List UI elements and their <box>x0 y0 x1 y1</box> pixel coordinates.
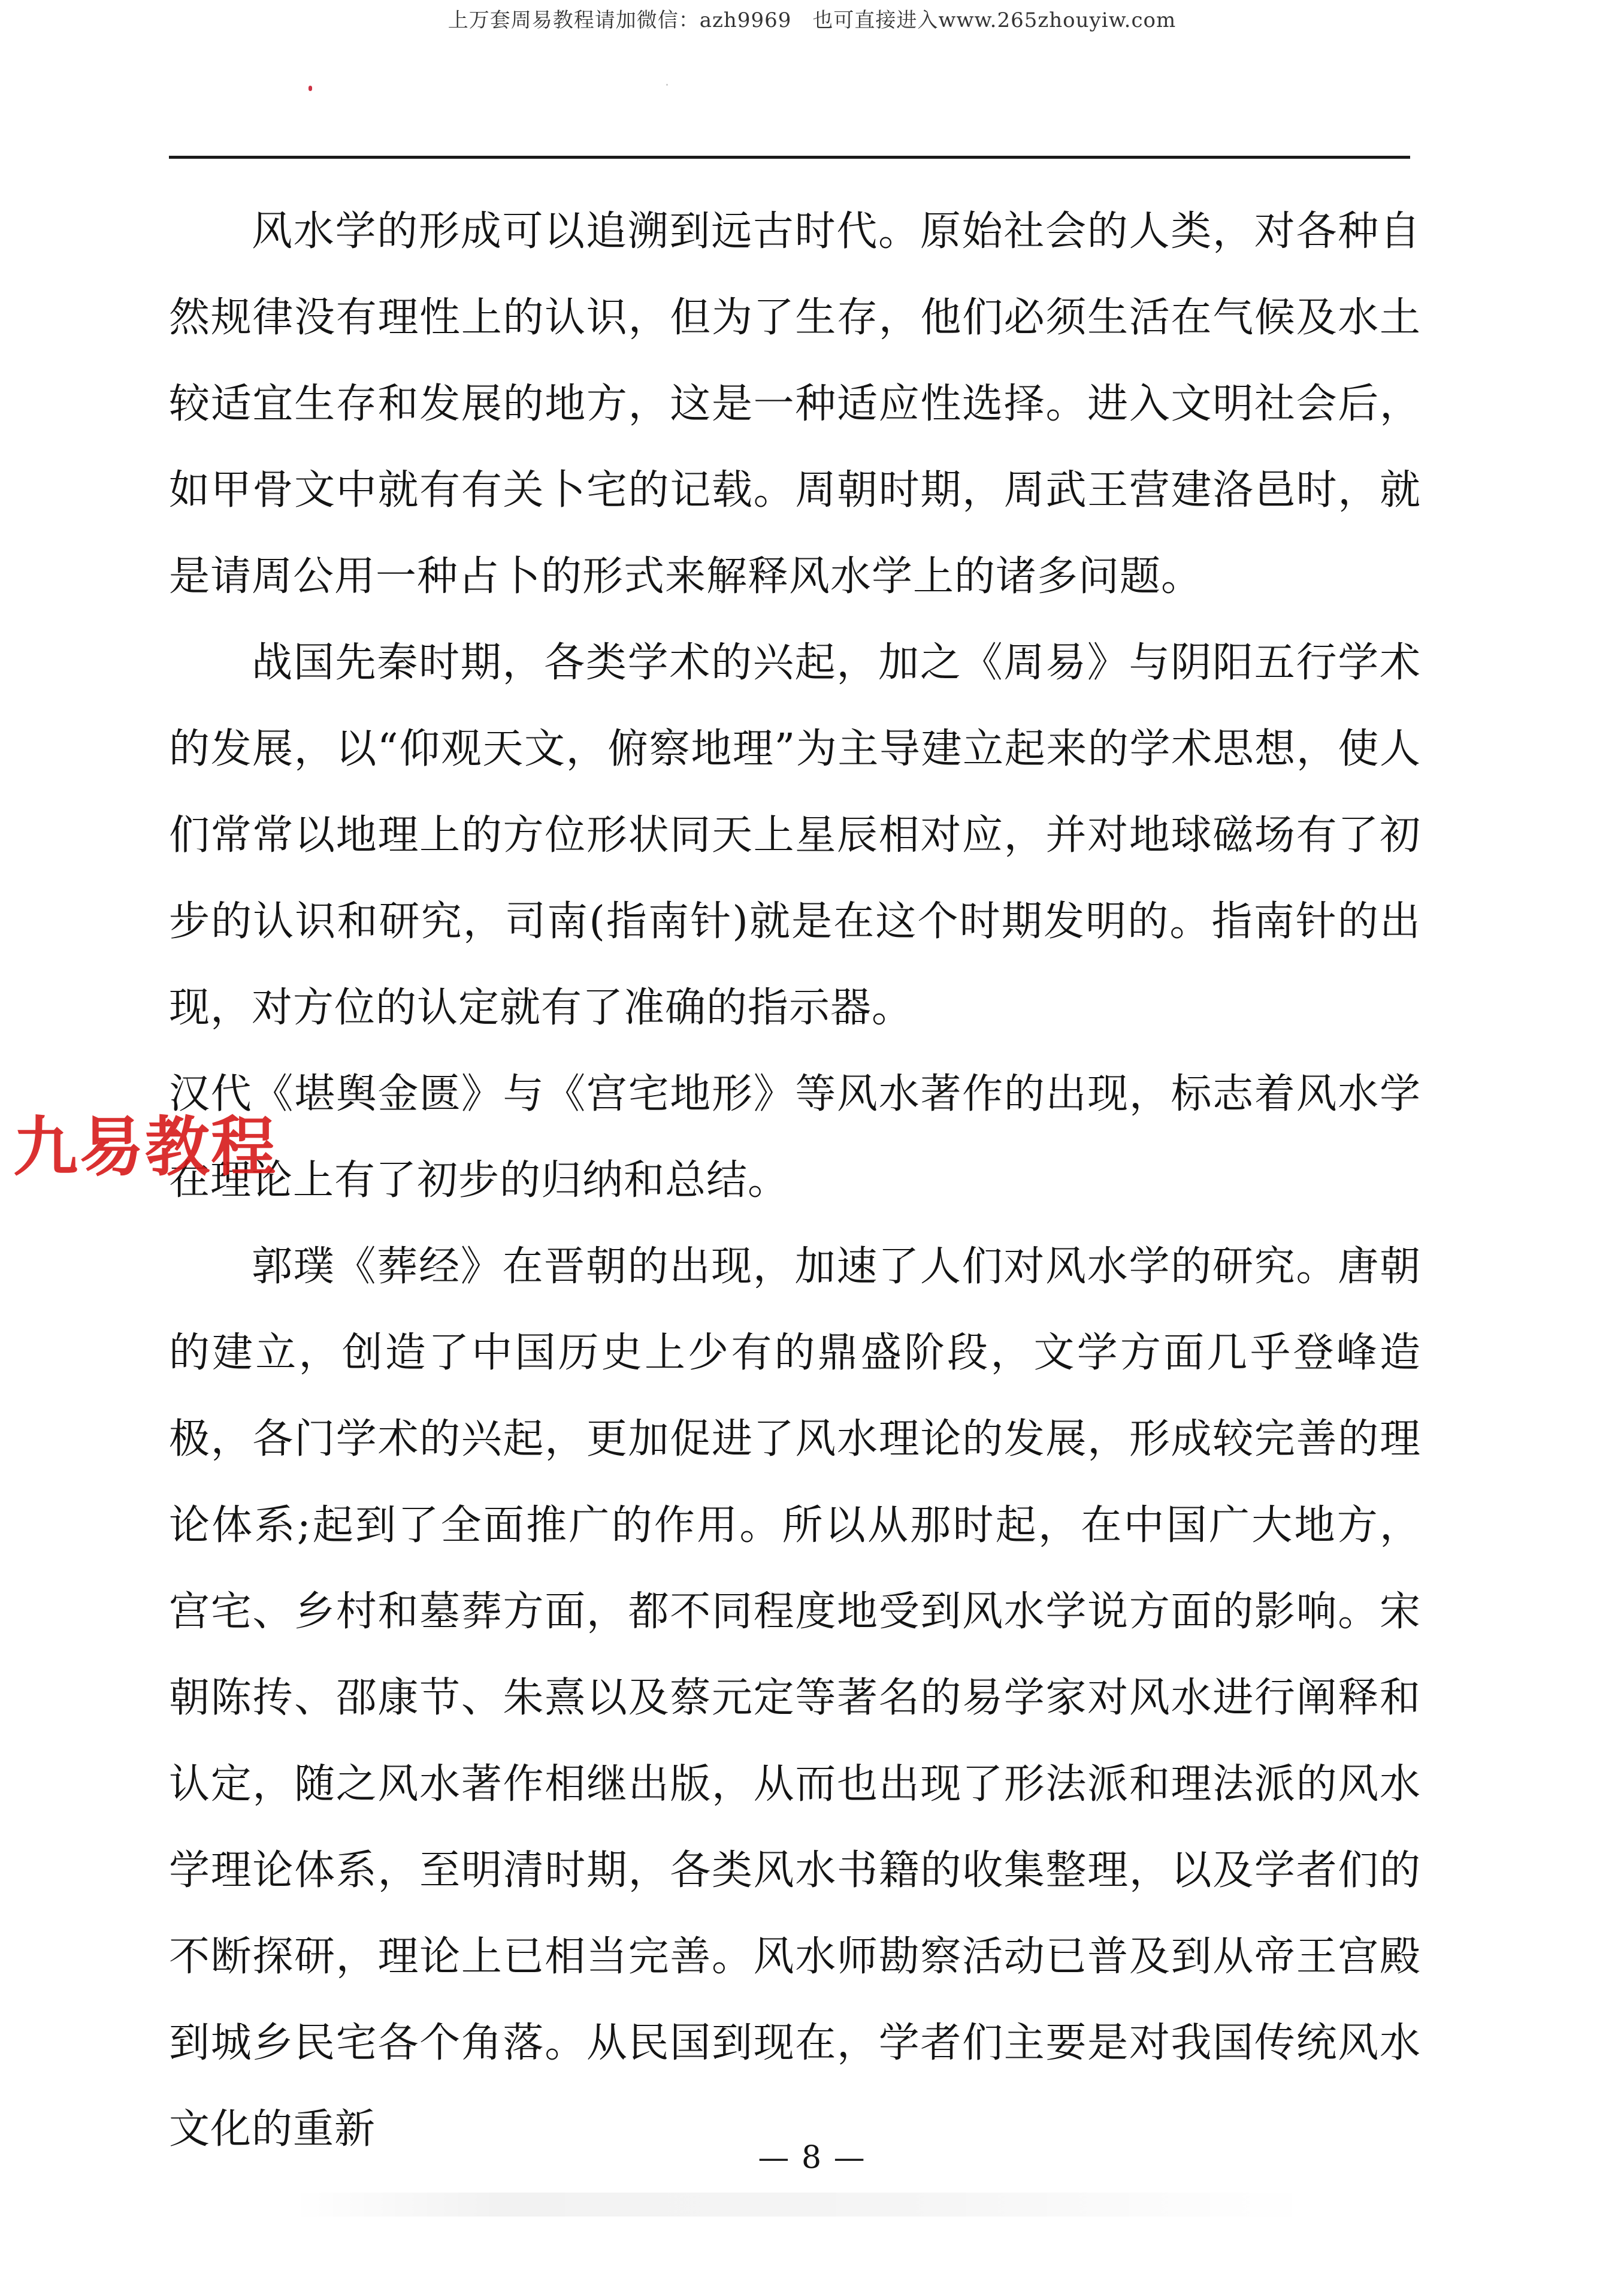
paragraph-jin-tang-song: 郭璞《葬经》在晋朝的出现，加速了人们对风水学的研究。唐朝的建立，创造了中国历史上少有的鼎盛阶段，文学方面几乎登峰造极，各门学术的兴起，更加促进了风水理论的发展，形成较完善的理论体系;起到了全面推广的作用。所以从那时起，在中国广大地方，宫宅、乡村和墓葬方面，都不同程度地受到风水学说方面的影响。宋朝陈抟、邵康节、朱熹以及蔡元定等著名的易学家对风水进行阐释和认定，随之风水著作相继出版，从而也出现了形法派和理法派的风水学理论体系，至明清时期，各类风水书籍的收集整理，以及学者们的不断探研，理论上已相当完善。风水师勘察活动已普及到从帝王宫殿到城乡民宅各个角落。从民国到现在，学者们主要是对我国传统风水文化的重新 <box>169 1243 1421 2153</box>
paragraph-han-dynasty: 汉代《堪舆金匮》与《宫宅地形》等风水著作的出现，标志着风水学在理论上有了初步的归纳和总结。 <box>169 1071 1421 1204</box>
scan-artifact <box>294 2193 1312 2217</box>
header-rule <box>169 156 1410 159</box>
paragraph-origins: 风水学的形成可以追溯到远古时代。原始社会的人类，对各种自然规律没有理性上的认识，但为了生存，他们必须生活在气候及水土较适宜生存和发展的地方，这是一种适应性选择。进入文明社会后，如甲骨文中就有有关卜宅的记载。周朝时期，周武王营建洛邑时，就是请周公用一种占卜的形式来解释风水学上的诸多问题。 <box>169 208 1421 600</box>
scan-speck <box>309 86 312 91</box>
page-number: — 8 — <box>758 2140 866 2176</box>
scan-speck <box>666 84 668 86</box>
paragraph-warring-states: 战国先秦时期，各类学术的兴起，加之《周易》与阴阳五行学术的发展，以“仰观天文，俯察地理”为主导建立起来的学术思想，使人们常常以地理上的方位形状同天上星辰相对应，并对地球磁场有了初步的认识和研究，司南(指南针)就是在这个时期发明的。指南针的出现，对方位的认定就有了准确的指示器。 <box>169 639 1421 1032</box>
header-banner: 上万套周易教程请加微信：azh9969 也可直接进入www.265zhouyiw.com <box>447 8 1177 32</box>
watermark-logo: 九易教程 <box>13 1110 277 1185</box>
page-body <box>169 189 1421 2173</box>
